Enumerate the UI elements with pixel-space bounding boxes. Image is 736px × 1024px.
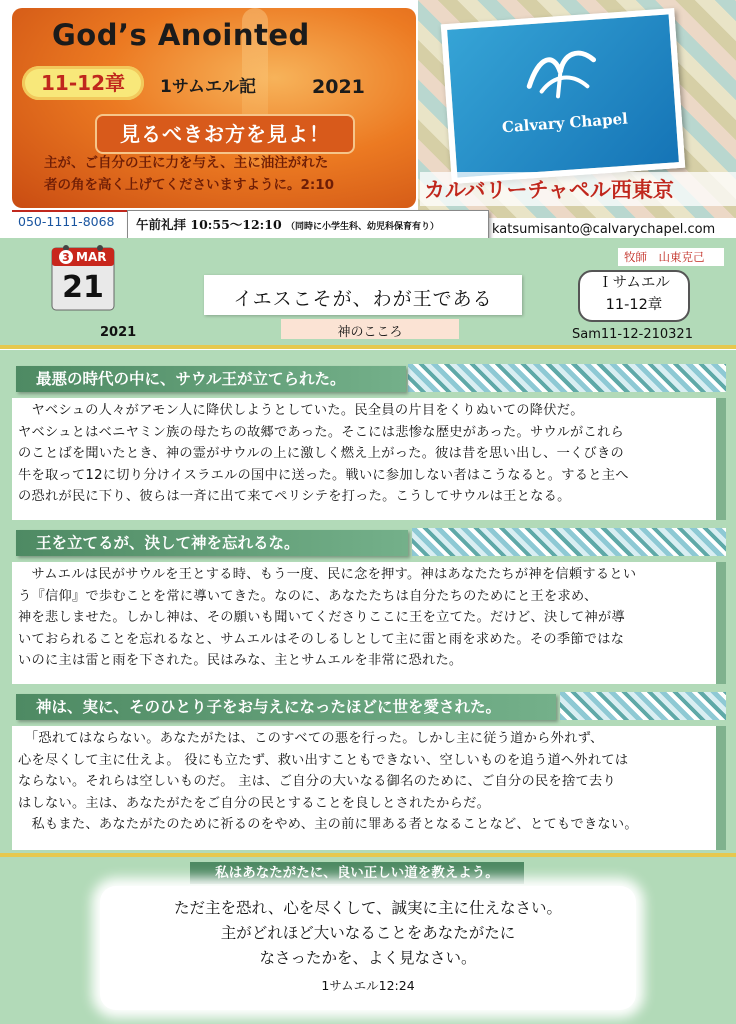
- section-line: のことばを聞いたとき、神の霊がサウルの上に激しく燃え上がった。彼は昔を思い出し、一くびきの: [18, 446, 625, 462]
- section-line: はしない。主は、あなたがたをご自分の民とすることを良しとされたからだ。: [18, 795, 491, 811]
- decorative-pattern: [412, 528, 726, 556]
- morning-service-note: （同時に小学生科、幼児科保育有り）: [286, 222, 440, 232]
- chapter-badge: [22, 66, 144, 100]
- section-line: う『信仰』で歩むことを常に導いてきた。なのに、あなたたちは自分たちのためにと王を求め、: [18, 588, 598, 604]
- headline-box: [95, 114, 355, 154]
- banner-title: God’s Anointed: [52, 18, 310, 52]
- banner-verse: [44, 152, 404, 196]
- chapter-badge-label: 11-12章: [41, 71, 125, 95]
- book-name: 1サムエル記: [160, 77, 256, 97]
- calendar-day: 21: [62, 270, 104, 305]
- page-title: イエスこそが、わが王である: [233, 288, 493, 310]
- morning-service: [136, 215, 439, 233]
- section-heading: 神は、実に、そのひとり子をお与えになったほどに世を愛された。: [16, 694, 556, 720]
- section-line: 「恐れてはならない。あなたがたは、このすべての悪を行った。しかし主に従う道から外れず、: [18, 731, 604, 746]
- section-line: 心を尽くして主に仕えよ。 役にも立たず、救い出すこともできない、空しいものを追う道へ外れては: [18, 752, 629, 768]
- section-body: [12, 398, 716, 520]
- footer-verse-reference: 1サムエル12:24: [321, 978, 415, 993]
- sermon-code: Sam11-12-210321: [572, 327, 693, 342]
- pastor-name: 牧師 山東克己: [624, 250, 705, 264]
- section-side-bar: [716, 562, 726, 684]
- section-line: サムエルは民がサウルを王とする時、もう一度、民に念を押す。神はあなたたちが神を信頼するとい: [18, 567, 637, 582]
- chapter-reference-book: Ｉサムエル: [598, 275, 670, 291]
- section-line: の恐れが民に下り、彼らは一斉に出て来てペリシテを打った。こうしてサウルは王となる。: [18, 489, 571, 505]
- calendar-year: 2021: [100, 325, 137, 340]
- banner-verse-line: 主が、ご自分の王に力を与え、主に油注がれた: [44, 155, 329, 171]
- phone-number[interactable]: 050-1111-8068: [18, 214, 115, 229]
- morning-service-time: 10:55～12:10: [190, 217, 282, 232]
- dove-logo-icon: [518, 41, 604, 105]
- section-line: 牛を取って12に切り分けイスラエルの国中に送った。戦いに参加しない者はこうなると。すると主へ: [18, 467, 629, 483]
- footer-verse-line: なさったかを、よく見なさい。: [259, 949, 477, 967]
- section-line: いておられることを忘れるなと、サムエルはそのしるしとして主に雷と雨を求めた。その季節ではな: [18, 631, 625, 647]
- section-body: [12, 726, 716, 850]
- section-line: ヤベシュの人々がアモン人に降伏しようとしていた。民全員の片目をくりぬいての降伏だ。: [18, 403, 584, 418]
- footer-heading: 私はあなたがたに、良い正しい道を教えよう。: [190, 862, 524, 884]
- divider: [0, 345, 736, 349]
- email-address[interactable]: katsumisanto@calvarychapel.com: [492, 222, 716, 237]
- section-side-bar: [716, 398, 726, 520]
- chapter-reference-box: [578, 270, 690, 322]
- morning-service-label: 午前礼拝: [136, 217, 187, 232]
- section-heading: 最悪の時代の中に、サウル王が立てられた。: [16, 366, 406, 392]
- headline-text: 見るべきお方を見よ！: [120, 122, 330, 146]
- logo-name: Calvary Chapel: [501, 109, 629, 137]
- section-heading: 王を立てるが、決して神を忘れるな。: [16, 530, 408, 556]
- decorative-pattern: [560, 692, 726, 720]
- chapter-reference-chapters: 11-12章: [605, 297, 663, 313]
- section-line: 神を悲しませた。しかし神は、その願いも聞いてくださりここに王を立てた。だけど、決して神が導: [18, 610, 625, 626]
- banner-year: 2021: [312, 76, 365, 98]
- banner-verse-line: 者の角を高く上げてくださいますように。2:10: [44, 177, 335, 193]
- church-logo: [441, 8, 686, 184]
- footer-verse-line: 主がどれほど大いなることをあなたがたに: [220, 924, 516, 942]
- decorative-pattern: [408, 364, 726, 392]
- subtitle: 神のこころ: [337, 325, 403, 340]
- section-body: [12, 562, 716, 684]
- section-line: ヤベシュとはベニヤミン族の母たちの故郷であった。そこには悲惨な歴史があった。サウルがこれら: [18, 424, 625, 440]
- section-side-bar: [716, 726, 726, 850]
- church-name: カルバリーチャペル西東京: [420, 172, 736, 206]
- section-line: 私もまた、あなたがたのために祈るのをやめ、主の前に罪ある者となることなど、とてもできない。: [18, 817, 638, 833]
- footer-verse-line: ただ主を恐れ、心を尽くして、誠実に主に仕えなさい。: [173, 899, 563, 917]
- section-line: ならない。それらは空しいものだ。 主は、ご自分の大いなる御名のために、ご自分の民を捨て去り: [18, 774, 616, 790]
- calendar-month-number: 3: [62, 251, 70, 264]
- section-line: いのに主は雷と雨を下された。民はみな、主とサムエルを非常に恐れた。: [18, 653, 463, 669]
- calendar-month: MAR: [76, 250, 107, 264]
